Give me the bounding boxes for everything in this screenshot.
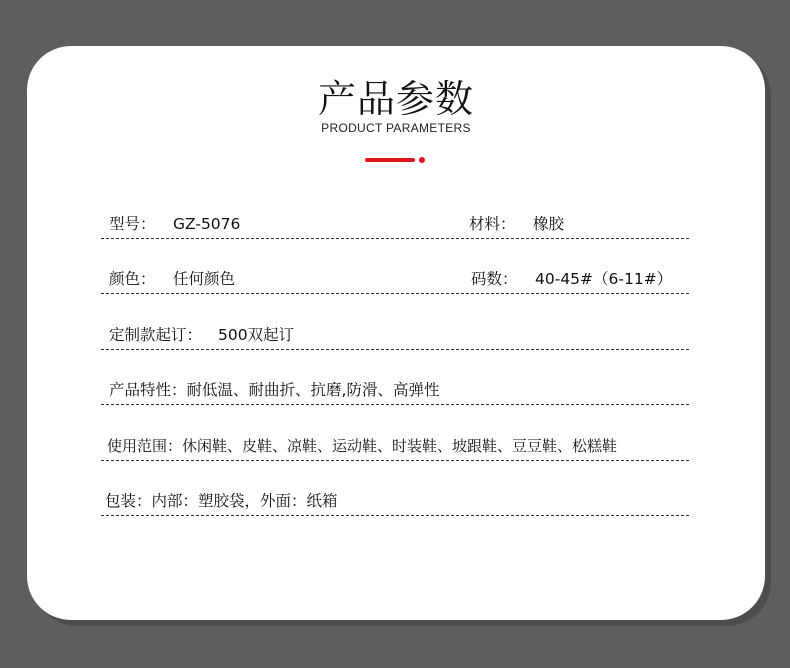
page-subtitle: PRODUCT PARAMETERS	[321, 121, 471, 135]
packaging-cell	[105, 489, 338, 511]
packaging-label: 包装：	[105, 492, 152, 510]
param-row-color-size	[101, 263, 689, 294]
size-cell	[471, 267, 672, 289]
size-value: 40-45#（6-11#）	[535, 270, 673, 288]
model-value: GZ-5076	[173, 215, 241, 233]
usage-value: 休闲鞋、皮鞋、凉鞋、运动鞋、时装鞋、坡跟鞋、豆豆鞋、松糕鞋	[182, 437, 618, 455]
features-label: 产品特性：	[109, 381, 187, 399]
material-cell	[469, 212, 564, 234]
material-label: 材料：	[469, 215, 516, 233]
color-value: 任何颜色	[173, 270, 236, 288]
color-cell	[109, 267, 235, 289]
usage-label: 使用范围：	[107, 437, 183, 455]
page-title: 产品参数	[317, 77, 474, 121]
model-label: 型号：	[109, 215, 156, 233]
parameters-card	[27, 46, 765, 620]
material-value: 橡胶	[533, 215, 565, 233]
accent-dot	[419, 157, 425, 163]
moq-cell	[109, 323, 294, 345]
features-value: 耐低温、耐曲折、抗磨,防滑、高弹性	[186, 381, 440, 399]
color-label: 颜色：	[109, 270, 156, 288]
param-row-model-material	[101, 208, 689, 239]
size-label: 码数：	[471, 270, 518, 288]
usage-cell	[107, 435, 617, 456]
param-row-moq	[101, 319, 689, 350]
features-cell	[109, 378, 439, 400]
model-cell	[109, 212, 240, 234]
param-row-usage	[101, 430, 689, 461]
accent-line	[365, 158, 415, 162]
moq-label: 定制款起订：	[109, 326, 203, 344]
param-row-packaging	[101, 485, 689, 516]
packaging-value: 内部：塑胶袋，外面：纸箱	[151, 492, 338, 510]
param-row-features	[101, 374, 689, 405]
moq-value: 500双起订	[218, 326, 295, 344]
